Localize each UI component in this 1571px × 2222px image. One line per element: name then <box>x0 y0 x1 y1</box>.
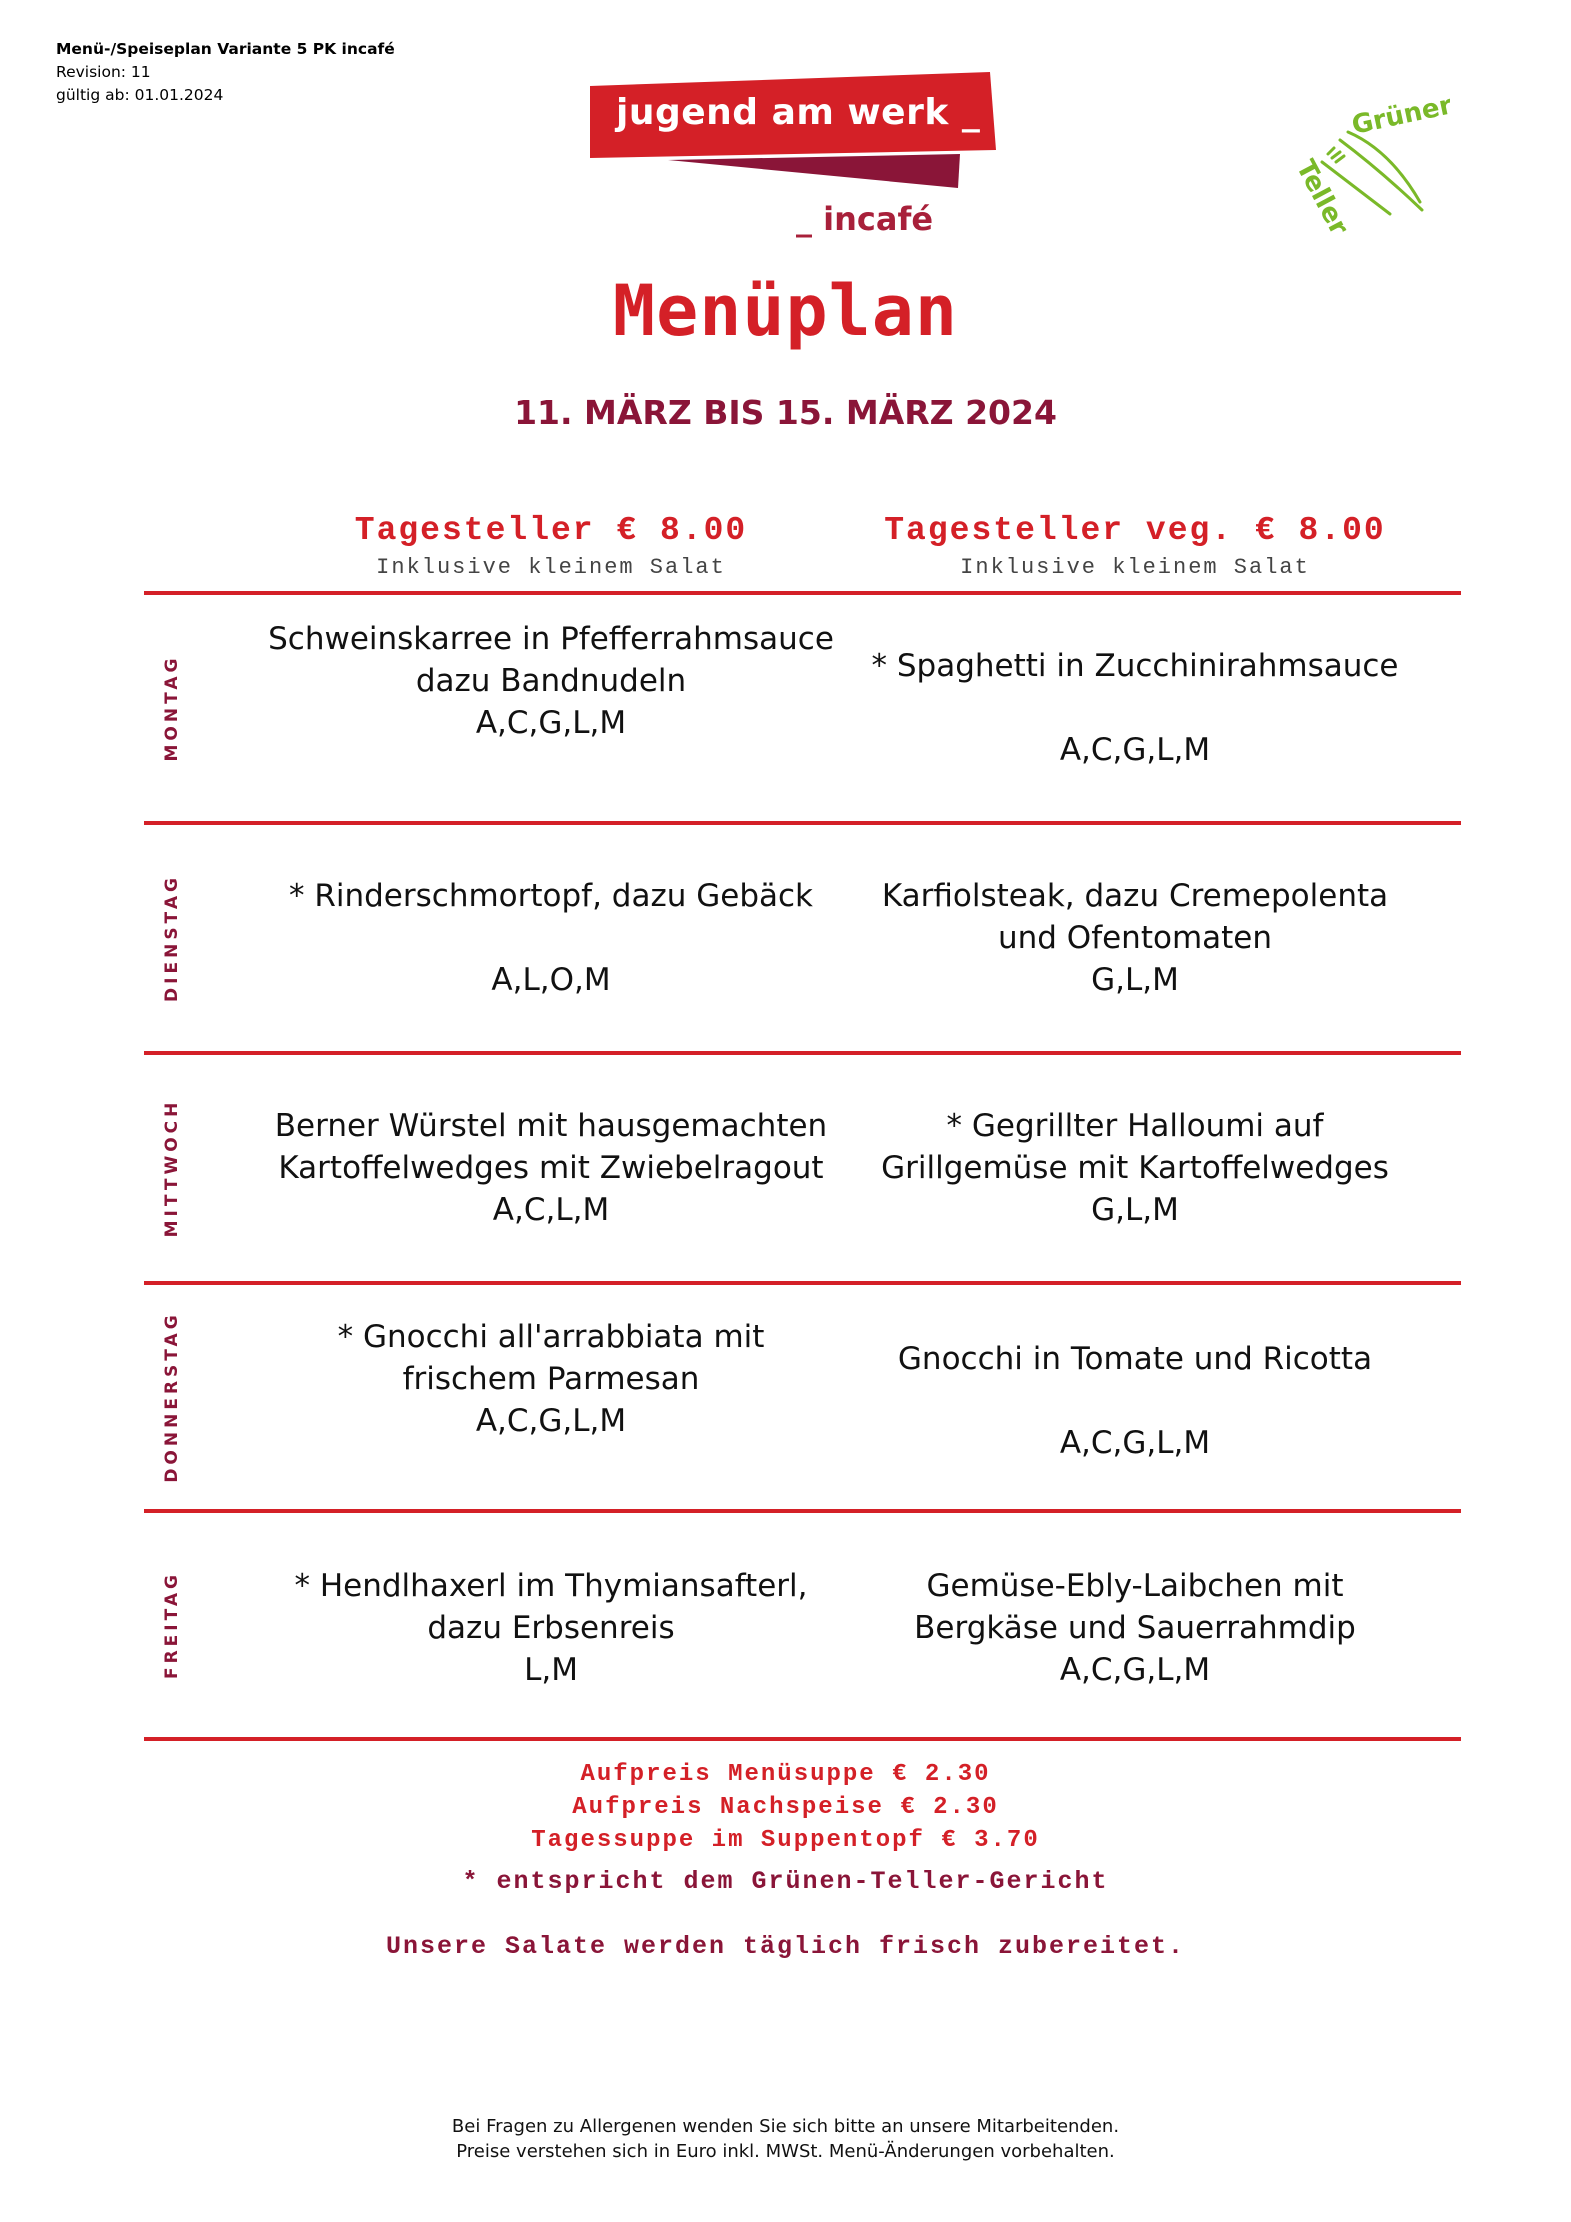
day-label-montag: MONTAG <box>162 654 182 762</box>
day-label-donnerstag: DONNERSTAG <box>162 1311 182 1483</box>
column-header-meat <box>271 512 831 580</box>
allergens: G,L,M <box>1091 962 1179 998</box>
allergens: A,L,O,M <box>491 962 611 998</box>
allergens: A,C,L,M <box>492 1192 610 1228</box>
dish-name: Gnocchi in Tomate und Ricotta <box>897 1341 1373 1377</box>
fork-knife-icon <box>1270 90 1450 240</box>
footer <box>0 2114 1571 2164</box>
document-meta <box>56 38 395 107</box>
logo-wordmark: jugend am werk _ <box>616 92 981 133</box>
date-range: 11. MÄRZ BIS 15. MÄRZ 2024 <box>514 393 1057 432</box>
badge-text-top: Grüner <box>1349 90 1450 141</box>
divider <box>144 1737 1461 1741</box>
day-label-mittwoch: MITTWOCH <box>162 1098 182 1238</box>
footer-allergen-note: Bei Fragen zu Allergenen wenden Sie sich bitte an unsere Mitarbeitenden. <box>451 2116 1120 2137</box>
dish-name: * Gnocchi all'arrabbiata mit frischem Parmesan <box>337 1319 765 1397</box>
allergens: G,L,M <box>1091 1192 1179 1228</box>
menu-item-donnerstag-meat <box>261 1316 841 1442</box>
column-title: Tagesteller veg. € 8.00 <box>884 512 1386 549</box>
dish-name: Gemüse-Ebly-Laibchen mit Bergkäse und Sauerrahmdip <box>914 1568 1356 1646</box>
dish-name: * Spaghetti in Zucchinirahmsauce <box>871 648 1399 684</box>
dish-name: Berner Würstel mit hausgemachten Kartoffelwedges mit Zwiebelragout <box>274 1108 828 1186</box>
allergens: A,C,G,L,M <box>475 705 627 741</box>
dish-name: Schweinskarree in Pfefferrahmsauce dazu Bandnudeln <box>268 621 834 699</box>
green-plate-note: * entspricht dem Grünen-Teller-Gericht <box>462 1867 1109 1896</box>
divider <box>144 591 1461 595</box>
page-title: Menüplan <box>612 270 959 352</box>
document-title: Menü-/Speiseplan Variante 5 PK incafé <box>56 40 395 58</box>
column-header-vegetarian <box>855 512 1415 580</box>
valid-from: gültig ab: 01.01.2024 <box>56 86 224 104</box>
menu-item-montag-vegetarian <box>845 645 1425 771</box>
allergens: A,C,G,L,M <box>1059 1652 1211 1688</box>
menu-item-donnerstag-vegetarian <box>845 1338 1425 1464</box>
menu-item-freitag-vegetarian <box>845 1565 1425 1691</box>
badge-text-side: Teller <box>1289 155 1354 240</box>
divider <box>144 821 1461 825</box>
allergens: A,C,G,L,M <box>1059 1425 1211 1461</box>
allergens: A,C,G,L,M <box>475 1403 627 1439</box>
logo-subbrand: _ incafé <box>796 200 934 238</box>
dish-name: * Hendlhaxerl im Thymiansafterl, dazu Erbsenreis <box>294 1568 808 1646</box>
menu-item-freitag-meat <box>261 1565 841 1691</box>
dish-name: Karfiolsteak, dazu Cremepolenta und Ofentomaten <box>881 878 1389 956</box>
menu-item-dienstag-vegetarian <box>845 875 1425 1001</box>
revision: Revision: 11 <box>56 63 151 81</box>
day-label-dienstag: DIENSTAG <box>162 874 182 1002</box>
brand-logo <box>588 68 1008 243</box>
menu-item-mittwoch-meat <box>261 1105 841 1231</box>
menu-item-montag-meat <box>261 618 841 744</box>
allergens: L,M <box>524 1652 578 1688</box>
column-subtitle: Inklusive kleinem Salat <box>376 555 726 580</box>
dish-name: * Gegrillter Halloumi auf Grillgemüse mit Kartoffelwedges <box>881 1108 1389 1186</box>
column-subtitle: Inklusive kleinem Salat <box>960 555 1310 580</box>
divider <box>144 1281 1461 1285</box>
footer-price-note: Preise verstehen sich in Euro inkl. MWSt. Menü-Änderungen vorbehalten. <box>456 2141 1115 2162</box>
menu-item-mittwoch-vegetarian <box>845 1105 1425 1231</box>
salad-note: Unsere Salate werden täglich frisch zubereitet. <box>385 1932 1186 1961</box>
gruener-teller-badge <box>1270 90 1450 240</box>
dish-name: * Rinderschmortopf, dazu Gebäck <box>288 878 814 914</box>
day-label-freitag: FREITAG <box>162 1570 182 1680</box>
extra-nachspeise: Aufpreis Nachspeise € 2.30 <box>572 1794 999 1821</box>
divider <box>144 1051 1461 1055</box>
extra-tagessuppe: Tagessuppe im Suppentopf € 3.70 <box>531 1827 1040 1854</box>
menu-item-dienstag-meat <box>261 875 841 1001</box>
column-title: Tagesteller € 8.00 <box>354 512 748 549</box>
allergens: A,C,G,L,M <box>1059 732 1211 768</box>
price-extras <box>0 1758 1571 1857</box>
divider <box>144 1509 1461 1513</box>
extra-menusuppe: Aufpreis Menüsuppe € 2.30 <box>580 1761 991 1788</box>
